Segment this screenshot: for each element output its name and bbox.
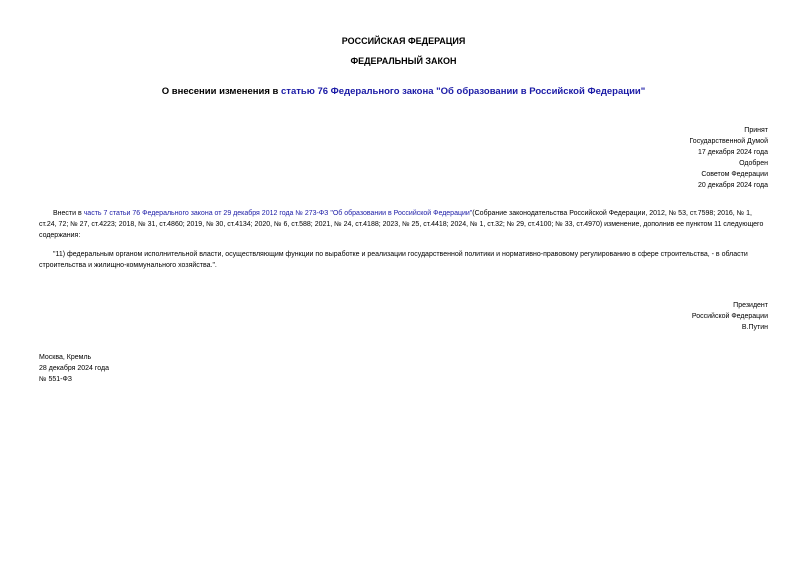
adoption-line: 17 декабря 2024 года bbox=[697, 149, 768, 156]
adoption-line: Советом Федерации bbox=[701, 171, 768, 178]
adoption-line: 20 декабря 2024 года bbox=[697, 182, 768, 189]
adoption-line: Принят bbox=[744, 127, 768, 134]
place-date-line: № 551-ФЗ bbox=[39, 376, 73, 383]
adoption-block bbox=[468, 125, 768, 191]
amended-law-link[interactable]: часть 7 статьи 76 Федерального закона от 29 декабря 2012 года № 273-ФЗ "Об образовании в Российской Федерации" bbox=[83, 210, 473, 217]
law-title-prefix: О внесении изменения в bbox=[161, 86, 282, 97]
body-paragraph-new-item: "11) федеральным органом исполнительной власти, осуществляющим функции по выработке и реализации государственной политики и нормативно-правовому регулированию в сфере строительства, - в области строительства и жилищно-коммунального хозяйства.". bbox=[39, 251, 748, 269]
place-date-block bbox=[39, 352, 339, 385]
country-heading: РОССИЙСКАЯ ФЕДЕРАЦИЯ bbox=[341, 36, 466, 46]
place-date-line: Москва, Кремль bbox=[39, 354, 92, 361]
place-date-line: 28 декабря 2024 года bbox=[39, 365, 110, 372]
body-paragraph-amendment bbox=[39, 208, 767, 241]
law-title-link[interactable]: статью 76 Федерального закона "Об образовании в Российской Федерации" bbox=[281, 86, 646, 97]
signature-line: Российской Федерации bbox=[691, 313, 768, 320]
signature-line: В.Путин bbox=[741, 324, 768, 331]
adoption-line: Одобрен bbox=[739, 160, 768, 167]
law-title bbox=[0, 86, 807, 97]
adoption-line: Государственной Думой bbox=[689, 138, 768, 145]
law-type-heading: ФЕДЕРАЛЬНЫЙ ЗАКОН bbox=[350, 56, 457, 66]
amendment-rest: (Собрание законодательства Российской Федерации, 2012, № 53, ст.7598; 2016, № 1, ст.24, 72; № 27, ст.4223; 2018, № 31, ст.4860; 2019, № 30, ст.4134; 2020, № 6, ст.588; 2021, № 24, ст.4188; 2023, № 25, ст.4418; 2024, № 1, ст.32; № 29, ст.4100; № 33, ст.4970) изменение, дополнив ее пунктом 11 следующего содержания: bbox=[39, 210, 764, 239]
signature-block bbox=[468, 300, 768, 333]
signature-line: Президент bbox=[733, 302, 768, 309]
amendment-prefix: Внести в bbox=[53, 210, 84, 217]
